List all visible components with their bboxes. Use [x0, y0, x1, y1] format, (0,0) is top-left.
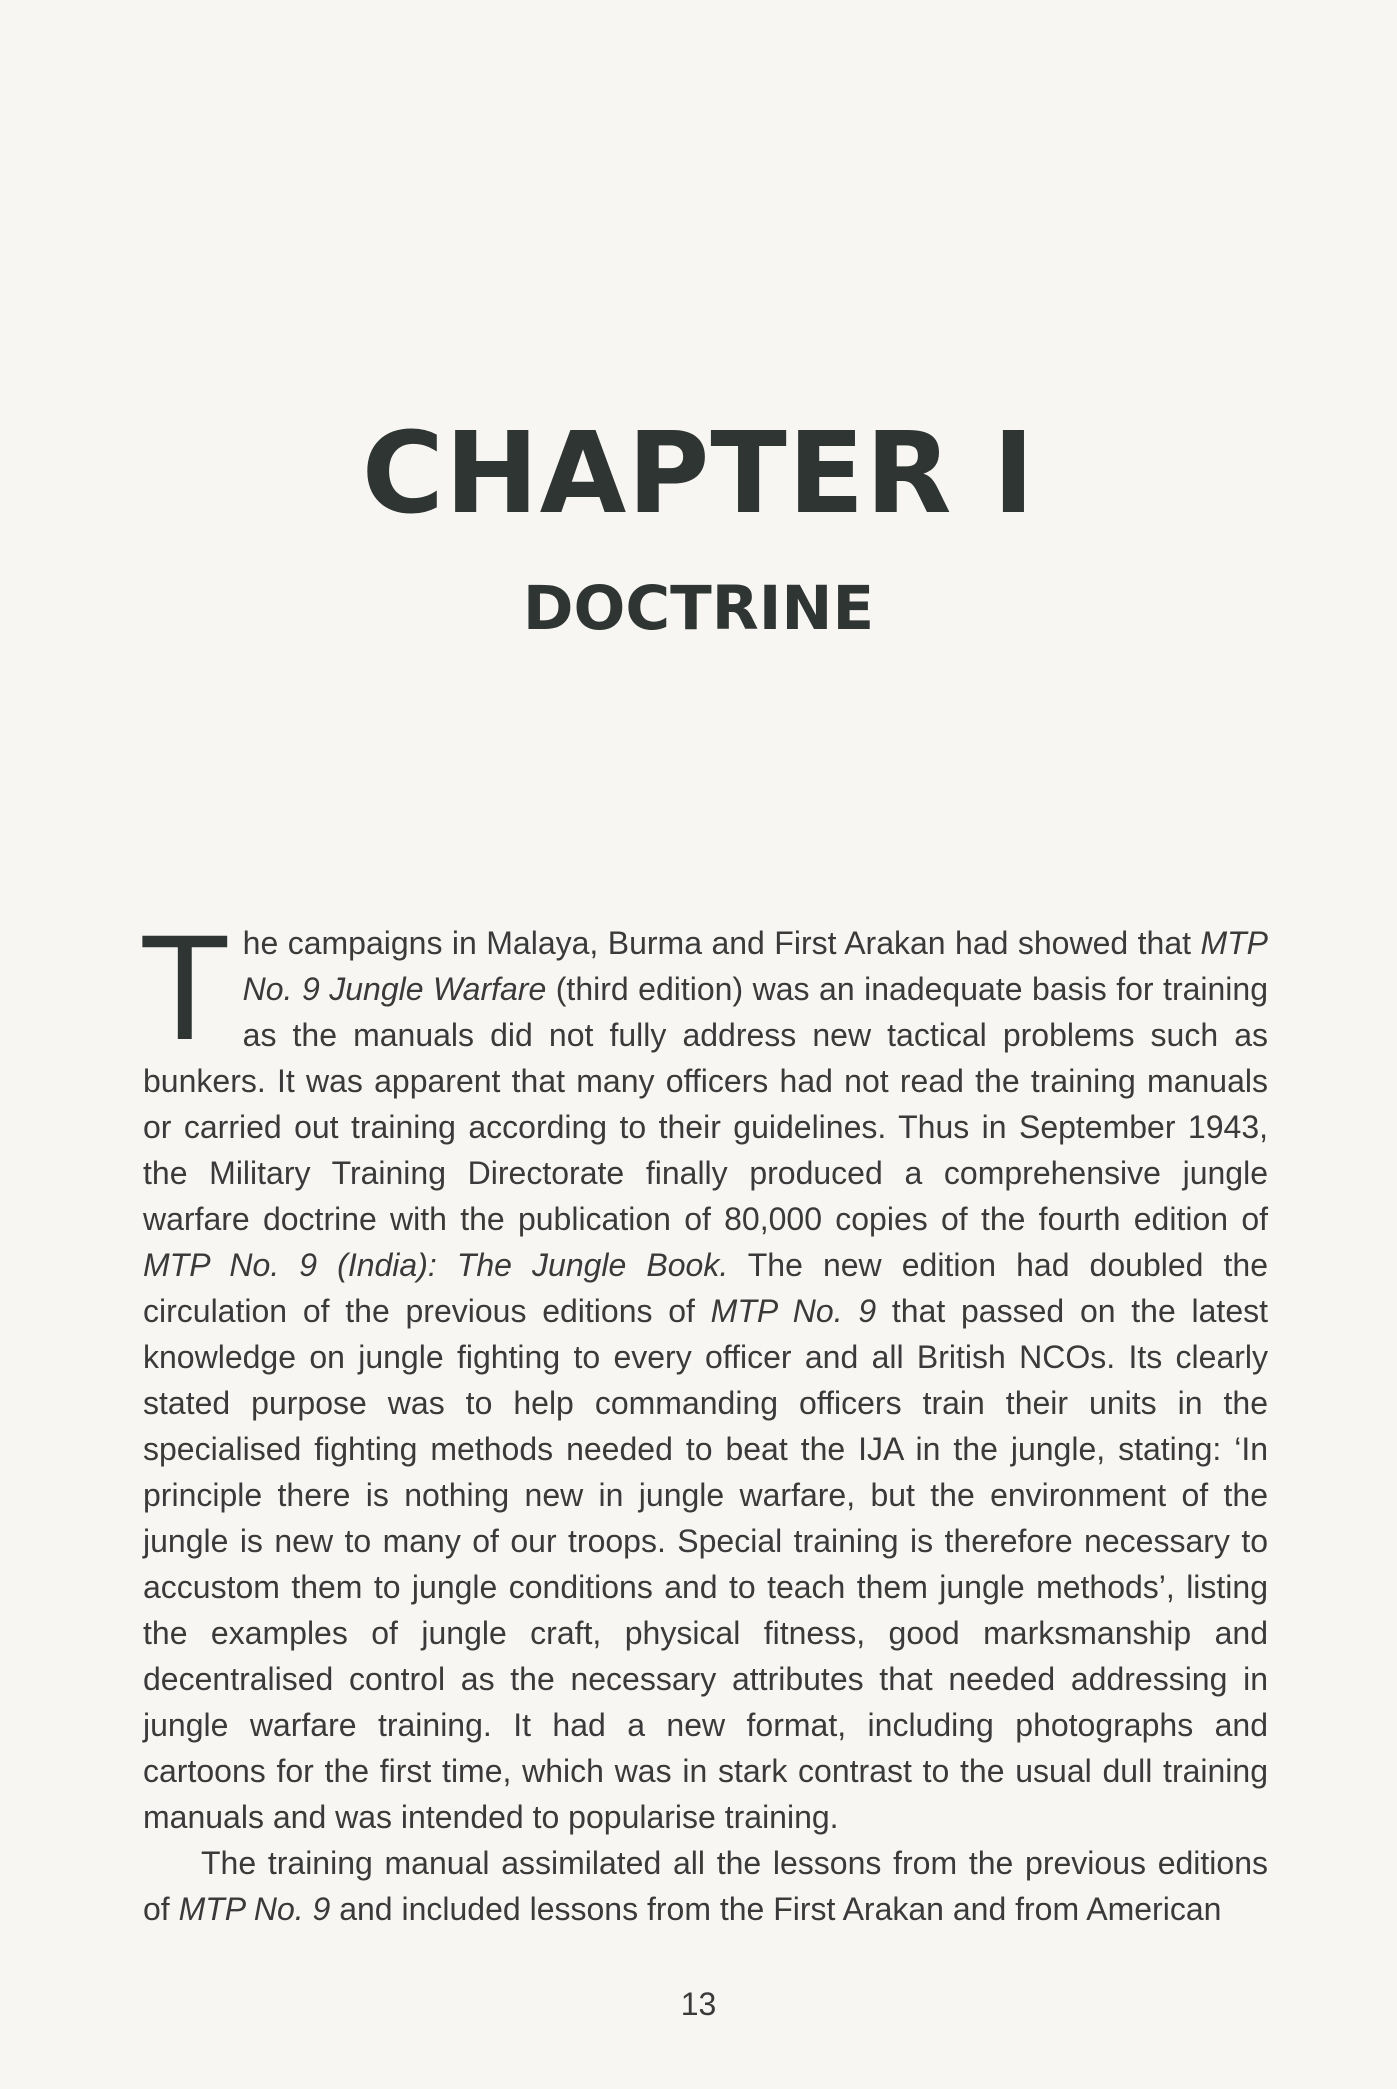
- text-run: that passed on the latest knowledge on jungle fighting to every officer and all British NCOs. Its clearly stated purpose was to help commanding officers train their units in the specialised fighting methods needed to beat the IJA in the jungle, stating: ‘In principle there is nothing new in jungle warfare, but the environment of the jungle is new to many of our troops. Special training is therefore necessary to accustom them to jungle conditions and to teach them jungle methods’, listing the examples of jungle craft, physical fitness, good marksmanship and decentralised control as the necessary attributes that needed addressing in jungle warfare training. It had a new format, including photographs and cartoons for the first time, which was in stark contrast to the usual dull training manuals and was intended to popularise training.: [143, 1293, 1268, 1835]
- italic-title: MTP No. 9: [710, 1293, 877, 1329]
- italic-title: MTP No. 9: [178, 1891, 331, 1927]
- paragraph-1-text: [143, 925, 1268, 1835]
- page-number: 13: [680, 1986, 717, 2022]
- drop-cap: T: [139, 903, 231, 1071]
- italic-title: MTP No. 9 Jungle Warfare: [242, 925, 1268, 1007]
- text-run: (third edition) was an inadequate basis for training as the manuals did not fully address new tactical problems such as bunkers. It was apparent that many officers had not read the training manuals or carried out training according to their guidelines. Thus in September 1943, the Military Training Directorate finally produced a comprehensive jungle warfare doctrine with the publication of 80,000 copies of the fourth edition of: [143, 971, 1269, 1237]
- text-run: he campaigns in Malaya, Burma and First Arakan had showed that: [242, 925, 1201, 961]
- text-run: The new edition had doubled the circulation of the previous editions of: [143, 1247, 1269, 1329]
- italic-title: MTP No. 9 (India): The Jungle Book.: [143, 1247, 729, 1283]
- body-text: [139, 903, 1269, 1932]
- chapter-number: CHAPTER I: [361, 409, 1036, 539]
- text-run: The training manual assimilated all the lessons from the previous editions of: [143, 1845, 1268, 1927]
- paragraph-2: [143, 1840, 1268, 1932]
- text-run: and included lessons from the First Arakan and from American: [330, 1891, 1222, 1927]
- chapter-title: DOCTRINE: [522, 573, 875, 644]
- paragraph-1: [139, 903, 1269, 1840]
